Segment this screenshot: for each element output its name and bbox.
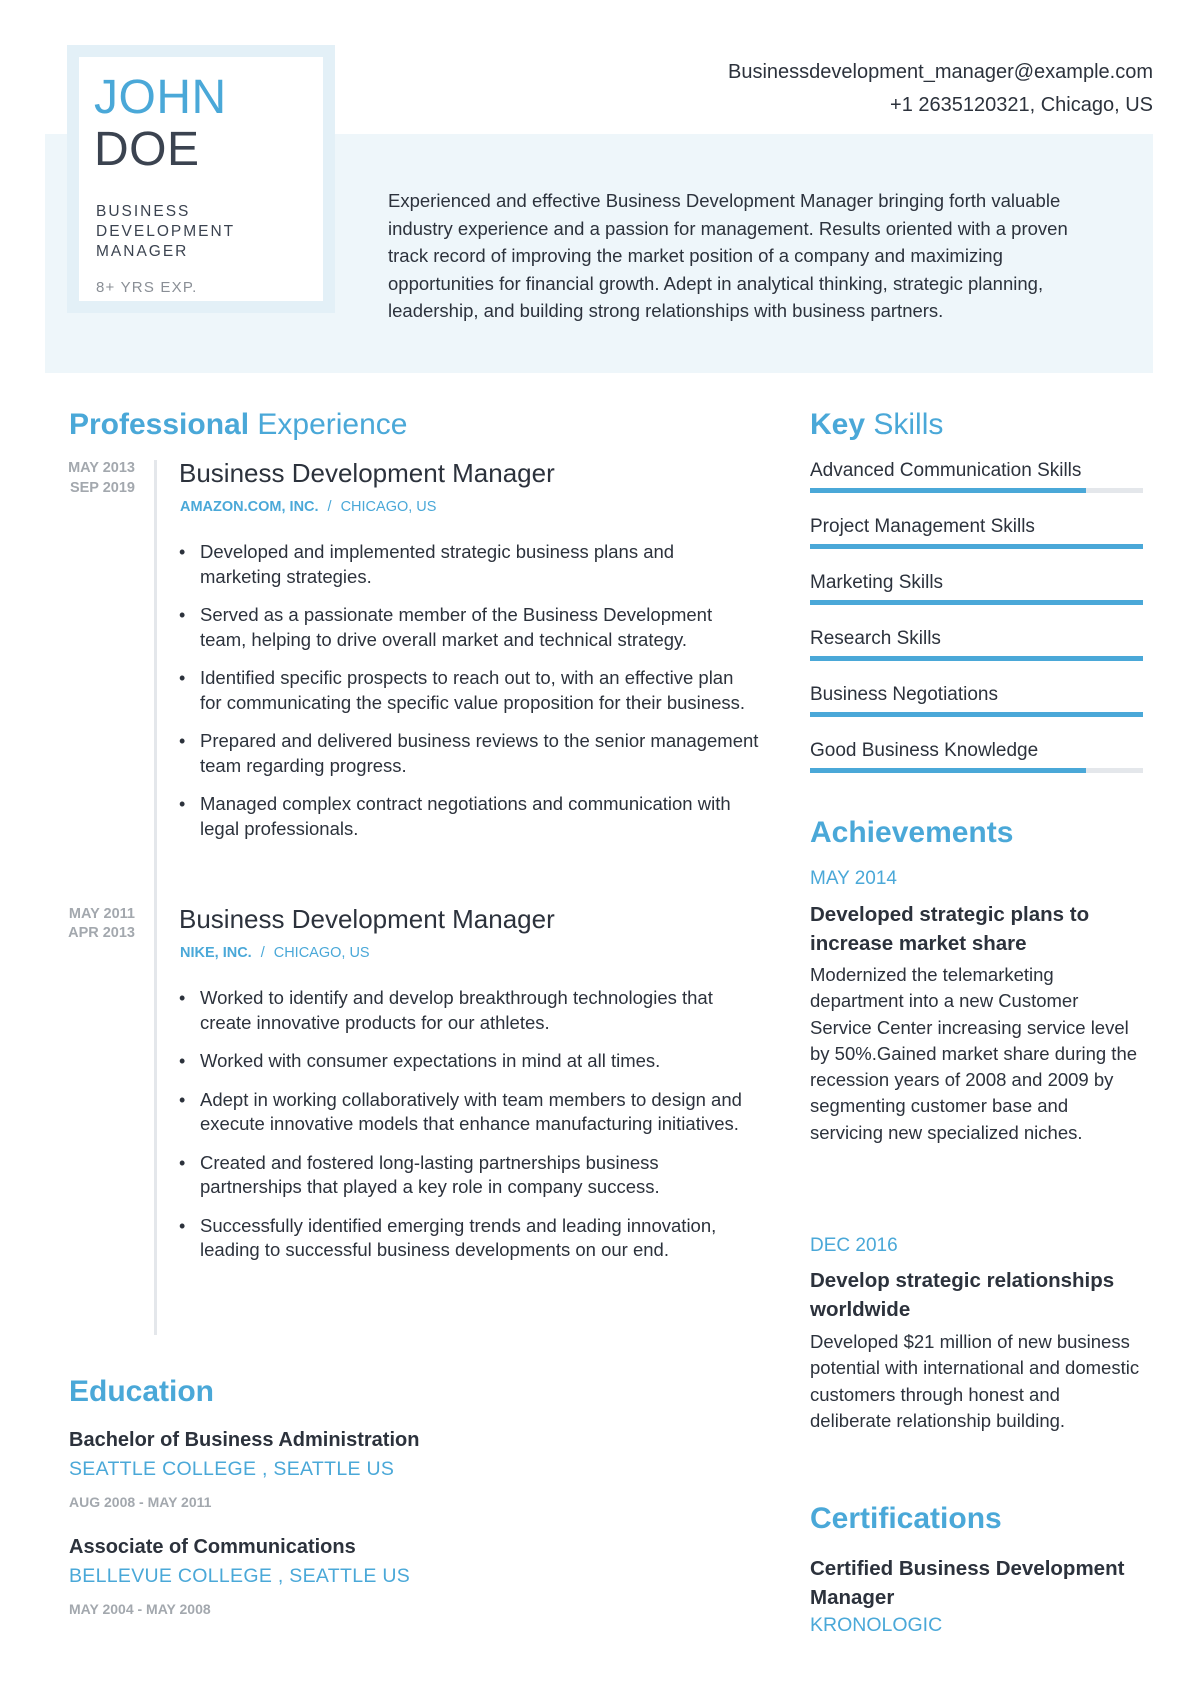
experience-heading-bold: Professional (69, 408, 250, 441)
skill-bar-fill (810, 488, 1086, 493)
skill-bar-track (810, 712, 1143, 717)
achievement-1-date: MAY 2014 (810, 868, 897, 889)
job-2-bullet: • Worked to identify and develop breakthrough technologies that create innovative products for our athletes. (179, 986, 759, 1035)
job-1-bullet: • Developed and implemented strategic business plans and marketing strategies. (179, 540, 759, 589)
skill-bar-fill (810, 712, 1143, 717)
job-2-bullet: • Successfully identified emerging trends and leading innovation, leading to successful business developments on our end. (179, 1214, 759, 1263)
skill-item (810, 516, 1143, 549)
achievement-2-title: Develop strategic relationships worldwide (810, 1269, 1115, 1321)
skill-item (810, 684, 1143, 717)
job-1-bullets (179, 540, 759, 855)
skill-name: Marketing Skills (810, 572, 944, 593)
job-2-title: Business Development Manager (179, 904, 555, 934)
skill-item (810, 740, 1143, 773)
skill-bar-track (810, 488, 1143, 493)
skill-bar-track (810, 600, 1143, 605)
first-name: JOHN (94, 71, 227, 124)
job-1-location: CHICAGO, US (340, 499, 437, 515)
job-1-bullet: • Prepared and delivered business reviews to the senior management team regarding progress. (179, 729, 759, 778)
skill-name: Project Management Skills (810, 516, 1035, 537)
job-2-bullets (179, 986, 759, 1277)
experience-years: 8+ YRS EXP. (96, 279, 198, 296)
certifications-heading: Certifications (810, 1502, 1002, 1535)
skill-bar-track (810, 656, 1143, 661)
phone-location: +1 2635120321, Chicago, US (890, 94, 1153, 116)
skill-item (810, 628, 1143, 661)
email[interactable]: Businessdevelopment_manager@example.com (728, 61, 1153, 83)
skills-heading (810, 408, 943, 442)
education-1-school: SEATTLE COLLEGE , SEATTLE US (69, 1458, 395, 1480)
achievement-2-date: DEC 2016 (810, 1235, 898, 1256)
job-1-end: SEP 2019 (69, 480, 135, 496)
skill-name: Advanced Communication Skills (810, 460, 1082, 481)
summary: Experienced and effective Business Development Manager bringing forth valuable industry experience and a passion for management. Results oriented with a proven track record of improving the market position of a company and maximizing opportunities for financial growth. Adept in analytical thinking, strategic planning, leadership, and building strong relationships with business partners. (388, 190, 1068, 321)
job-2-bullet: • Adept in working collaboratively with team members to design and execute innovative models that enhance manufacturing initiatives. (179, 1088, 759, 1137)
experience-heading (69, 408, 408, 442)
skill-bar-fill (810, 600, 1143, 605)
last-name: DOE (94, 123, 200, 176)
skill-bar-track (810, 768, 1143, 773)
skill-bar-fill (810, 768, 1086, 773)
certification-1-title: Certified Business Development Manager (810, 1557, 1125, 1609)
education-heading: Education (69, 1375, 215, 1408)
achievements-heading: Achievements (810, 816, 1014, 849)
certification-1-organization: KRONOLOGIC (810, 1614, 943, 1636)
education-2-degree: Associate of Communications (69, 1536, 356, 1558)
job-2-location: CHICAGO, US (273, 945, 370, 961)
skill-bar-fill (810, 544, 1143, 549)
skill-item (810, 572, 1143, 605)
education-1-degree: Bachelor of Business Administration (69, 1429, 420, 1451)
job-title-line-3: MANAGER (96, 243, 189, 260)
skill-name: Business Negotiations (810, 684, 998, 705)
job-2-bullet: • Worked with consumer expectations in mind at all times. (179, 1049, 759, 1074)
achievement-2-description: Developed $21 million of new business potential with international and domestic customers through honest and deliberate relationship building. (810, 1331, 1140, 1431)
job-2-end: APR 2013 (68, 925, 135, 941)
job-1-start: MAY 2013 (68, 460, 135, 476)
achievement-1-title: Developed strategic plans to increase market share (810, 903, 1090, 955)
job-title-line-1: BUSINESS (96, 203, 191, 220)
education-1-dates: AUG 2008 - MAY 2011 (69, 1494, 212, 1510)
education-2-dates: MAY 2004 - MAY 2008 (69, 1601, 211, 1617)
job-1-bullet: • Served as a passionate member of the Business Development team, helping to drive overall market and technical strategy. (179, 603, 759, 652)
skill-bar-fill (810, 656, 1143, 661)
skill-name: Research Skills (810, 628, 941, 649)
timeline-line (154, 460, 157, 1335)
job-1-company-line (180, 499, 436, 515)
job-1-company: AMAZON.COM, INC. (180, 499, 319, 515)
education-2-school: BELLEVUE COLLEGE , SEATTLE US (69, 1565, 411, 1587)
job-1-title: Business Development Manager (179, 458, 555, 488)
job-1-bullet: • Managed complex contract negotiations and communication with legal professionals. (179, 792, 759, 841)
job-2-company: NIKE, INC. (180, 945, 252, 961)
skills-heading-bold: Key (810, 408, 866, 441)
job-1-bullet: • Identified specific prospects to reach out to, with an effective plan for communicating the specific value proposition for their business. (179, 666, 759, 715)
job-2-bullet: • Created and fostered long-lasting partnerships business partnerships that played a key role in company success. (179, 1151, 759, 1200)
skills-heading-light: Skills (865, 408, 944, 441)
skill-item (810, 460, 1143, 493)
job-title-line-2: DEVELOPMENT (96, 223, 236, 240)
job-2-start: MAY 2011 (68, 906, 135, 922)
achievement-1-description: Modernized the telemarketing department into a new Customer Service Center increasing service level by 50%.Gained market share during the recession years of 2008 and 2009 by segmenting customer base and servicing new specialized niches. (810, 964, 1138, 1143)
skill-bar-track (810, 544, 1143, 549)
job-2-separator: / (260, 945, 265, 961)
job-1-separator: / (327, 499, 332, 515)
job-2-company-line (180, 945, 370, 961)
experience-heading-light: Experience (249, 408, 408, 441)
skill-name: Good Business Knowledge (810, 740, 1039, 761)
